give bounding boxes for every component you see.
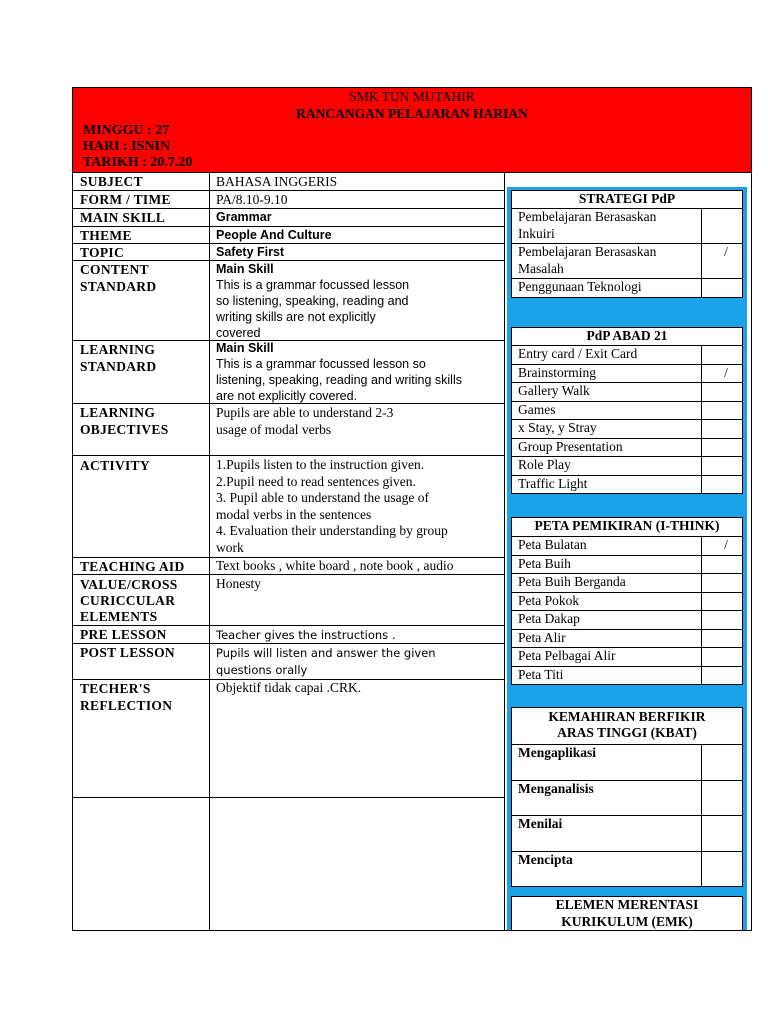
ithink-item bbox=[512, 556, 742, 575]
content-standard-value bbox=[216, 261, 501, 341]
learning-objectives-value bbox=[216, 405, 501, 438]
kbat-box bbox=[511, 707, 743, 887]
check-mark: / bbox=[724, 244, 728, 259]
kbat-item-label: Menganalisis bbox=[512, 781, 702, 816]
abad21-item bbox=[512, 383, 742, 402]
learning-objectives-label-2: OBJECTIVES bbox=[80, 422, 169, 437]
ithink-title: PETA PEMIKIRAN (I-THINK) bbox=[512, 518, 742, 537]
check-mark: / bbox=[724, 364, 728, 380]
topic-label: TOPIC bbox=[80, 245, 125, 260]
document-title: RANCANGAN PELAJARAN HARIAN bbox=[296, 106, 528, 121]
strategi-item-label: Inkuiri bbox=[518, 225, 555, 241]
abad21-item-label: Traffic Light bbox=[512, 476, 702, 494]
abad21-item bbox=[512, 476, 742, 494]
abad21-item bbox=[512, 346, 742, 365]
column-divider-right bbox=[504, 173, 505, 931]
kbat-item bbox=[512, 781, 742, 817]
subject-value: BAHASA INGGERIS bbox=[216, 174, 338, 189]
learning-standard-label: LEARNING bbox=[80, 342, 156, 357]
objective-line: Pupils are able to understand 2-3 bbox=[216, 405, 394, 420]
subject-label: SUBJECT bbox=[80, 174, 143, 189]
content-standard-line: covered bbox=[216, 326, 261, 340]
strategi-item-label: Masalah bbox=[518, 260, 564, 276]
post-lesson-line: Pupils will listen and answer the given bbox=[216, 646, 436, 660]
kbat-title bbox=[512, 708, 742, 745]
abad21-item-label: Role Play bbox=[512, 457, 702, 475]
activity-line: work bbox=[216, 539, 244, 555]
ithink-item-label: Peta Pokok bbox=[512, 593, 702, 611]
abad21-item bbox=[512, 365, 742, 384]
content-standard-head: Main Skill bbox=[216, 262, 274, 276]
row-divider bbox=[72, 797, 504, 798]
ithink-box bbox=[511, 517, 743, 685]
abad21-item bbox=[512, 402, 742, 421]
lesson-plan-header bbox=[72, 87, 752, 173]
date-info: TARIKH : 20.7.20 bbox=[83, 155, 193, 170]
abad21-item-label: Brainstorming bbox=[512, 365, 702, 383]
ithink-item bbox=[512, 667, 742, 685]
kbat-item bbox=[512, 816, 742, 852]
abad21-item-label: Games bbox=[512, 402, 702, 420]
content-standard-label-2: STANDARD bbox=[80, 279, 157, 294]
abad21-item bbox=[512, 420, 742, 439]
pre-lesson-label: PRE LESSON bbox=[80, 627, 167, 642]
ithink-item bbox=[512, 593, 742, 612]
abad21-item-label: Group Presentation bbox=[512, 439, 702, 457]
row-divider bbox=[72, 455, 504, 456]
ithink-item bbox=[512, 611, 742, 630]
learning-standard-label-2: STANDARD bbox=[80, 359, 157, 374]
value-cross-label-2: CURICCULAR bbox=[80, 593, 176, 608]
main-skill-value: Grammar bbox=[216, 210, 272, 224]
form-time-label: FORM / TIME bbox=[80, 192, 171, 207]
strategi-item bbox=[512, 209, 742, 244]
kbat-item-label: Mencipta bbox=[512, 852, 702, 887]
form-time-value: PA/8.10-9.10 bbox=[216, 192, 288, 207]
content-standard-line: writing skills are not explicitly bbox=[216, 310, 376, 324]
learning-standard-line: listening, speaking, reading and writing skills bbox=[216, 373, 462, 387]
abad21-item-label: Entry card / Exit Card bbox=[512, 346, 702, 364]
learning-standard-head: Main Skill bbox=[216, 341, 274, 355]
day-info: HARI : ISNIN bbox=[83, 139, 171, 154]
abad21-item-label: x Stay, y Stray bbox=[512, 420, 702, 438]
activity-value bbox=[216, 457, 501, 556]
school-name: SMK TUN MUTAHIR bbox=[349, 89, 475, 104]
reflection-label: TECHER'S bbox=[80, 681, 151, 696]
ithink-item-label: Peta Pelbagai Alir bbox=[512, 648, 702, 666]
activity-line: 3. Pupil able to understand the usage of bbox=[216, 490, 429, 505]
value-cross-label: VALUE/CROSS bbox=[80, 577, 178, 592]
learning-standard-value bbox=[216, 340, 501, 404]
topic-value: Safety First bbox=[216, 245, 285, 259]
value-cross-label-3: ELEMENTS bbox=[80, 609, 158, 624]
activity-line: 4. Evaluation their understanding by group bbox=[216, 523, 448, 538]
column-divider bbox=[209, 173, 210, 931]
activity-line: 2.Pupil need to read sentences given. bbox=[216, 473, 416, 489]
learning-standard-line: This is a grammar focussed lesson so bbox=[216, 357, 426, 371]
content-standard-label: CONTENT bbox=[80, 262, 149, 277]
strategi-item-label: Pembelajaran Berasaskan bbox=[518, 209, 657, 224]
emk-title bbox=[512, 897, 742, 930]
activity-label: ACTIVITY bbox=[80, 458, 150, 473]
check-mark: / bbox=[724, 537, 728, 552]
teaching-aid-label: TEACHING AID bbox=[80, 559, 185, 574]
value-cross-value: Honesty bbox=[216, 576, 261, 591]
abad21-box bbox=[511, 327, 743, 494]
ithink-item-label: Peta Titi bbox=[512, 667, 702, 685]
content-standard-line: so listening, speaking, reading and bbox=[216, 294, 409, 308]
abad21-item bbox=[512, 457, 742, 476]
ithink-item bbox=[512, 574, 742, 593]
post-lesson-line: questions orally bbox=[216, 663, 308, 677]
abad21-item bbox=[512, 439, 742, 458]
abad21-item-label: Gallery Walk bbox=[512, 383, 702, 401]
pre-lesson-value: Teacher gives the instructions . bbox=[216, 628, 396, 642]
ithink-item-label: Peta Buih Berganda bbox=[512, 574, 702, 592]
abad21-title: PdP ABAD 21 bbox=[512, 328, 742, 346]
kbat-item-label: Menilai bbox=[512, 816, 702, 851]
ithink-item bbox=[512, 648, 742, 667]
teaching-aid-value: Text books , white board , note book , audio bbox=[216, 558, 454, 573]
kbat-title-line: ARAS TINGGI (KBAT) bbox=[557, 725, 697, 740]
reflection-label-2: REFLECTION bbox=[80, 698, 173, 713]
learning-objectives-label: LEARNING bbox=[80, 405, 156, 420]
ithink-item bbox=[512, 537, 742, 556]
activity-line: modal verbs in the sentences bbox=[216, 506, 372, 522]
strategi-title: STRATEGI PdP bbox=[512, 191, 742, 209]
main-skill-label: MAIN SKILL bbox=[80, 210, 166, 225]
ithink-item-label: Peta Buih bbox=[512, 556, 702, 574]
activity-line: 1.Pupils listen to the instruction given. bbox=[216, 457, 425, 472]
ithink-item-label: Peta Dakap bbox=[512, 611, 702, 629]
kbat-item bbox=[512, 745, 742, 781]
strategi-box bbox=[511, 190, 743, 298]
kbat-item bbox=[512, 852, 742, 887]
ithink-item-label: Peta Alir bbox=[512, 630, 702, 648]
strategi-item-label: Pembelajaran Berasaskan bbox=[518, 244, 657, 259]
post-lesson-value bbox=[216, 645, 501, 679]
reflection-value: Objektif tidak capai .CRK. bbox=[216, 680, 362, 695]
week-info: MINGGU : 27 bbox=[83, 123, 170, 138]
objective-line: usage of modal verbs bbox=[216, 421, 332, 437]
learning-standard-line: are not explicitly covered. bbox=[216, 389, 358, 403]
strategi-item bbox=[512, 244, 742, 279]
emk-box bbox=[511, 896, 743, 930]
kbat-item-label: Mengaplikasi bbox=[512, 745, 702, 780]
emk-title-line: ELEMEN MERENTASI bbox=[555, 897, 699, 912]
ithink-item-label: Peta Bulatan bbox=[512, 537, 702, 555]
strategi-item bbox=[512, 279, 742, 297]
emk-title-line: KURIKULUM (EMK) bbox=[561, 913, 693, 929]
strategi-item-label: Penggunaan Teknologi bbox=[512, 279, 702, 297]
ithink-item bbox=[512, 630, 742, 649]
kbat-title-line: KEMAHIRAN BERFIKIR bbox=[548, 709, 706, 724]
content-standard-line: This is a grammar focussed lesson bbox=[216, 278, 410, 292]
post-lesson-label: POST LESSON bbox=[80, 645, 175, 660]
theme-value: People And Culture bbox=[216, 228, 332, 242]
theme-label: THEME bbox=[80, 228, 132, 243]
